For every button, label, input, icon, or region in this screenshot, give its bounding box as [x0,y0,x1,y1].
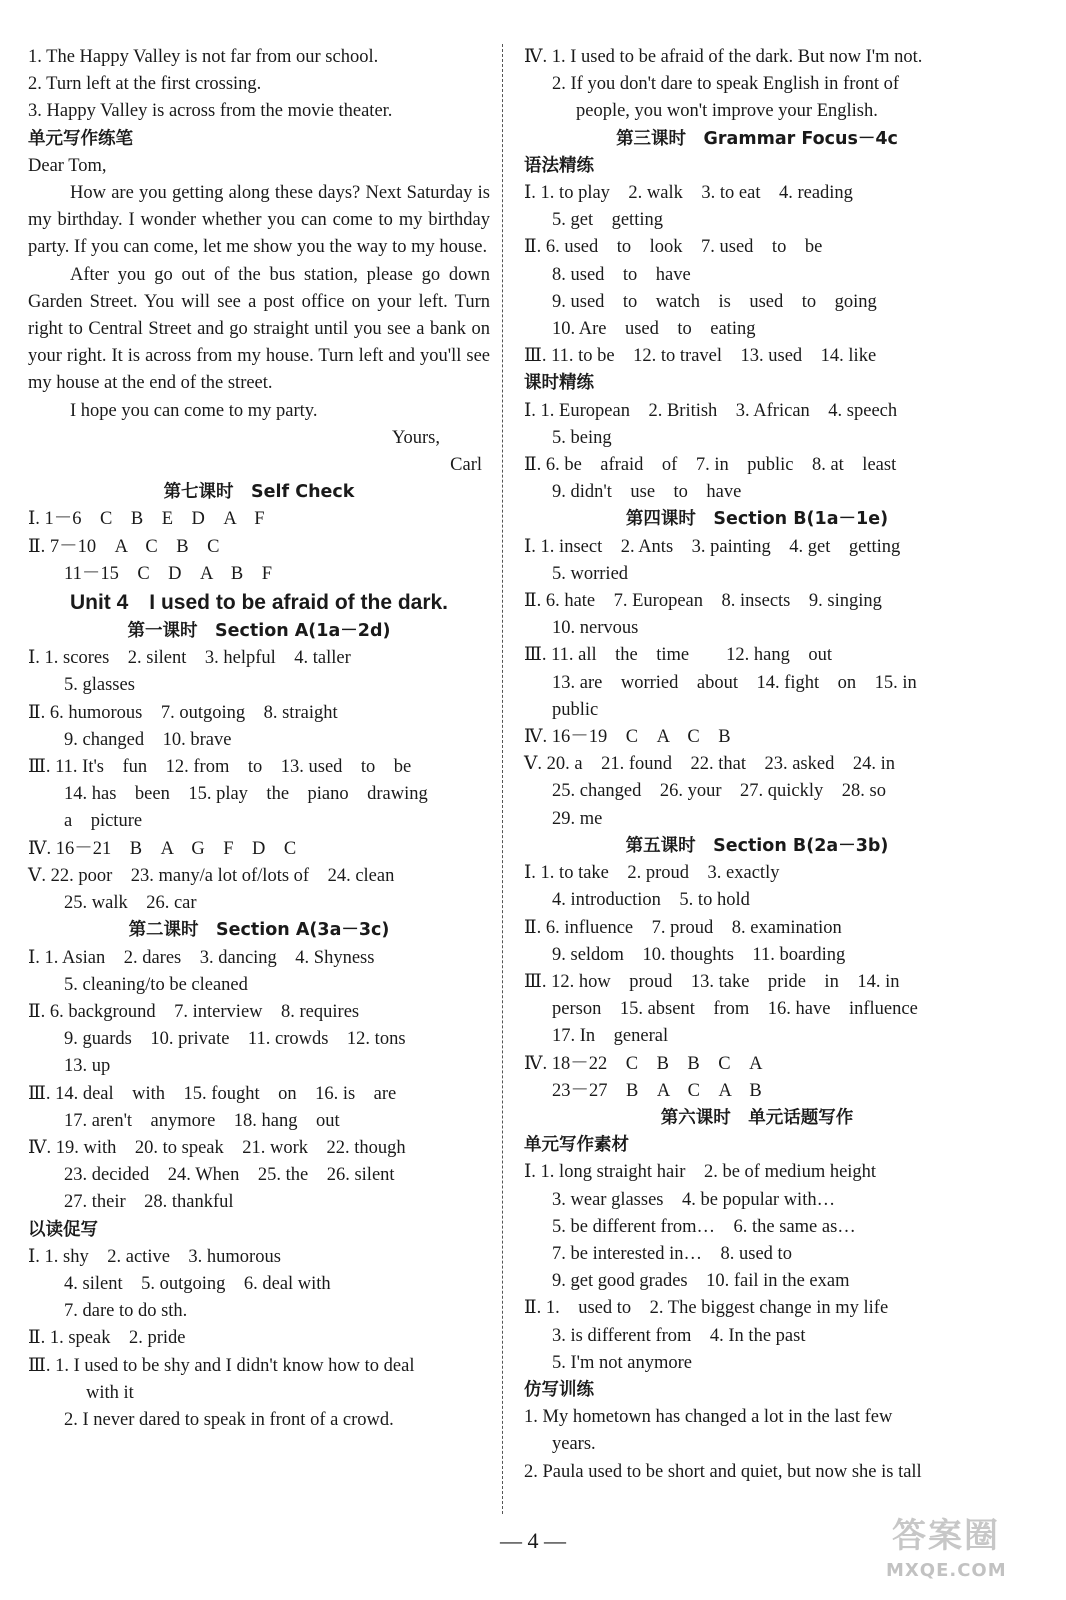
answer-line: Ⅳ. 16－19 C A C B [524,727,731,748]
answer-line: 9. used to watch is used to going [552,291,877,312]
section-heading: 单元写作素材 [524,1135,629,1156]
answer-line: Ⅲ. 11. all the time 12. hang out [524,645,832,666]
answer-line: 7. dare to do sth. [64,1301,188,1322]
answer-line: 23. decided 24. When 25. the 26. silent [64,1165,395,1186]
left-column [28,44,490,1434]
answer-line: 1. My hometown has changed a lot in the last few [524,1407,893,1428]
answer-line: 5. get getting [552,210,663,231]
answer-line: Ⅰ. 1. long straight hair 2. be of medium height [524,1162,877,1183]
answer-line: 23－27 B A C A B [552,1080,762,1101]
answer-line: Ⅰ. 1. to take 2. proud 3. exactly [524,863,780,884]
answer-line: 10. nervous [552,618,639,639]
answer-line: 11－15 C D A B F [64,563,272,584]
answer-line: 9. didn't use to have [552,482,742,503]
answer-line: Ⅲ. 14. deal with 15. fought on 16. is are [28,1083,397,1104]
letter-paragraph: How are you getting along these days? Next Saturday is my birthday. I wonder whether you can come to my birthday party. If you can come, let me show you the way to my house. [28,183,490,258]
answer-line: Ⅰ. 1－6 C B E D A F [28,509,265,530]
writing-practice-heading: 单元写作练笔 [28,128,133,149]
answer-line: Ⅰ. 1. Asian 2. dares 3. dancing 4. Shyness [28,947,375,968]
letter-closing: Yours, [392,427,440,448]
answer-line: Ⅳ. 18－22 C B B C A [524,1053,763,1074]
watermark-logo [872,1508,1052,1594]
answer-line: 27. their 28. thankful [64,1192,234,1213]
right-column [524,44,990,1486]
answer-line: Ⅰ. 1. insect 2. Ants 3. painting 4. get getting [524,536,901,557]
answer-line: Ⅱ. 6. background 7. interview 8. requires [28,1001,360,1022]
lesson-title: 第四课时 Section B(1a－1e) [625,509,889,530]
watermark-url: MXQE.COM [886,1560,1007,1581]
answer-line: Ⅱ. 6. humorous 7. outgoing 8. straight [28,702,338,723]
answer-line: Ⅲ. 11. to be 12. to travel 13. used 14. like [524,346,877,367]
watermark-title: 答案圈 [892,1516,1000,1556]
answer-line: 3. Happy Valley is across from the movie theater. [28,101,393,122]
answer-line: Ⅴ. 22. poor 23. many/a lot of/lots of 24. clean [28,865,395,886]
lesson-title: 第七课时 Self Check [163,482,355,503]
answer-line: 17. In general [552,1026,669,1047]
letter-signature: Carl [450,455,482,476]
answer-line: 25. walk 26. car [64,893,197,914]
answer-line: Ⅰ. 1. scores 2. silent 3. helpful 4. taller [28,648,351,669]
answer-line: 9. guards 10. private 11. crowds 12. tons [64,1029,406,1050]
answer-line: 29. me [552,808,603,829]
answer-line: years. [552,1434,596,1455]
answer-line: 5. I'm not anymore [552,1352,692,1373]
answer-line: Ⅲ. 12. how proud 13. take pride in 14. in [524,971,900,992]
answer-line: 5. being [552,427,612,448]
answer-line: 25. changed 26. your 27. quickly 28. so [552,781,886,802]
answer-line: Ⅱ. 6. used to look 7. used to be [524,237,823,258]
answer-line: 4. silent 5. outgoing 6. deal with [64,1273,331,1294]
answer-line: Ⅱ. 6. hate 7. European 8. insects 9. singing [524,591,882,612]
lesson-title: 第二课时 Section A(3a－3c) [128,920,390,941]
answer-line: 10. Are used to eating [552,319,756,340]
answer-line: 5. worried [552,563,629,584]
answer-line: 14. has been 15. play the piano drawing [64,784,428,805]
answer-line: Ⅱ. 6. influence 7. proud 8. examination [524,917,842,938]
answer-line: Ⅱ. 6. be afraid of 7. in public 8. at least [524,455,897,476]
answer-line: 2. Turn left at the first crossing. [28,74,262,95]
answer-line: 3. is different from 4. In the past [552,1325,806,1346]
lesson-title: 第六课时 单元话题写作 [660,1107,854,1128]
answer-line: Ⅲ. 1. I used to be shy and I didn't know how to deal [28,1355,415,1376]
answer-line: 1. The Happy Valley is not far from our school. [28,47,379,67]
answer-line: 8. used to have [552,264,691,285]
answer-line: 9. get good grades 10. fail in the exam [552,1271,850,1292]
letter-paragraph: After you go out of the bus station, please go down Garden Street. You will see a post office on your left. Turn right to Central Street and go straight until you see a bank on your right. It is across from my house. Turn left and you'll see my house at the end of the street. [28,264,490,394]
answer-line: 2. Paula used to be short and quiet, but now she is tall [524,1461,922,1482]
answer-line: Ⅱ. 7－10 A C B C [28,536,220,557]
answer-line: 3. wear glasses 4. be popular with… [552,1189,836,1210]
answer-line: 2. I never dared to speak in front of a crowd. [64,1409,394,1430]
answer-line: Ⅰ. 1. European 2. British 3. African 4. speech [524,400,898,421]
answer-line: public [552,699,599,720]
answer-line: 4. introduction 5. to hold [552,890,750,911]
section-heading: 仿写训练 [524,1379,594,1400]
letter-greeting: Dear Tom, [28,155,107,176]
answer-line: a picture [64,811,143,832]
answer-line: 9. seldom 10. thoughts 11. boarding [552,944,846,965]
lesson-title: 第五课时 Section B(2a－3b) [625,835,889,856]
answer-line: Ⅱ. 1. speak 2. pride [28,1328,186,1349]
answer-line: Ⅱ. 1. used to 2. The biggest change in my life [524,1298,889,1319]
answer-line: person 15. absent from 16. have influence [552,999,918,1020]
lesson-title: 第一课时 Section A(1a－2d) [127,621,391,642]
answer-line: 17. aren't anymore 18. hang out [64,1110,340,1131]
answer-line: 9. changed 10. brave [64,729,232,750]
answer-line: 13. are worried about 14. fight on 15. in [552,672,917,693]
answer-line: people, you won't improve your English. [576,101,878,122]
section-heading: 课时精练 [524,373,594,394]
answer-line: 7. be interested in… 8. used to [552,1243,792,1264]
answer-line: Ⅰ. 1. shy 2. active 3. humorous [28,1246,281,1267]
answer-line: 5. cleaning/to be cleaned [64,974,248,995]
answer-line: with it [86,1382,134,1403]
section-heading: 以读促写 [28,1219,98,1240]
answer-line: 5. be different from… 6. the same as… [552,1216,856,1237]
answer-line: Ⅰ. 1. to play 2. walk 3. to eat 4. reading [524,183,853,204]
answer-line: 13. up [64,1056,111,1077]
answer-line: 5. glasses [64,675,135,696]
section-heading: 语法精练 [524,155,594,176]
page-number: — 4 — [500,1528,566,1553]
answer-line: Ⅳ. 1. I used to be afraid of the dark. But now I'm not. [524,47,923,67]
answer-line: Ⅳ. 16－21 B A G F D C [28,838,297,859]
unit-title: Unit 4 I used to be afraid of the dark. [69,591,449,615]
letter-paragraph: I hope you can come to my party. [70,400,318,421]
column-divider [502,44,503,1514]
answer-line: Ⅳ. 19. with 20. to speak 21. work 22. though [28,1137,406,1158]
lesson-title: 第三课时 Grammar Focus－4c [616,128,898,149]
answer-line: Ⅴ. 20. a 21. found 22. that 23. asked 24. in [524,754,895,775]
answer-line: 2. If you don't dare to speak English in front of [552,74,900,95]
answer-line: Ⅲ. 11. It's fun 12. from to 13. used to be [28,757,412,778]
